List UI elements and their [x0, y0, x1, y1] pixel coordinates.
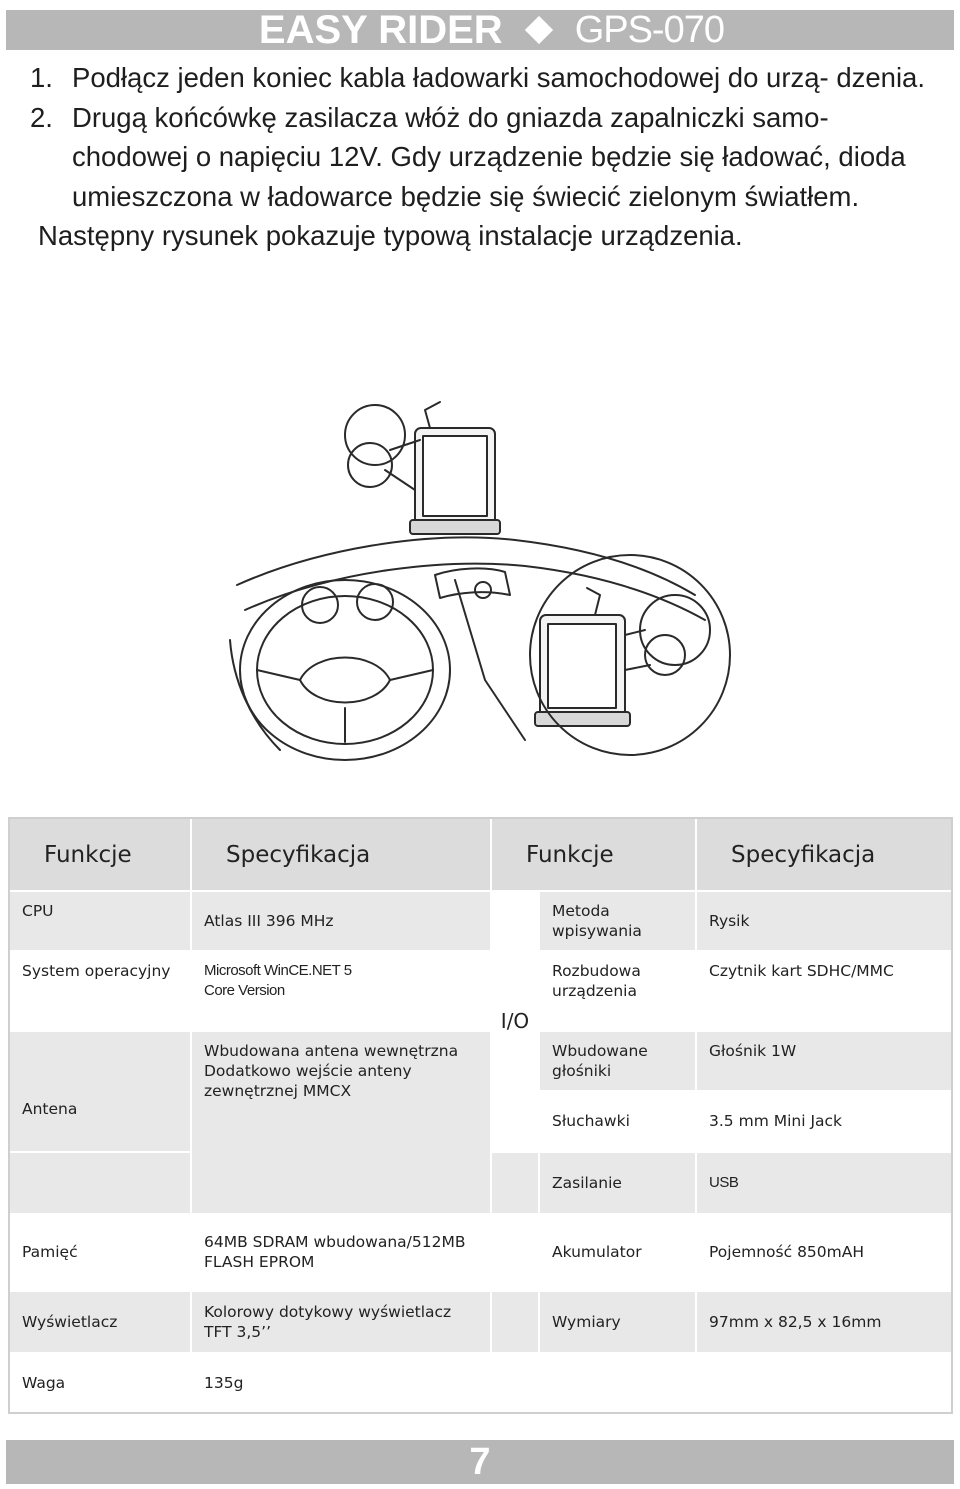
dashboard-knob: [475, 582, 491, 598]
page-number: 7: [469, 1440, 491, 1483]
cell-label: Zasilanie: [539, 1152, 696, 1214]
dashboard-vent: [435, 568, 510, 598]
followup-text: Następny rysunek pokazuje typową instalacje urządzenia.: [38, 220, 743, 251]
step-number: 1.: [30, 62, 53, 93]
cell-label: Wymiary: [539, 1291, 696, 1353]
cell-label: System operacyjny: [9, 951, 191, 1031]
instruction-step: [24, 98, 934, 217]
step-text: Drugą końcówkę zasilacza włóż do gniazda zapalniczki samo- chodowej o napięciu 12V. Gdy urządzenie będzie się ładować, dioda umieszczona w ładowarce będzie się świecić zielonym światłem.: [72, 101, 906, 212]
table-header-row: [9, 818, 954, 891]
cell-spacer: [491, 1353, 539, 1413]
footer-bar: [6, 1440, 954, 1484]
cell-value: Kolorowy dotykowy wyświetlacz TFT 3,5’’: [191, 1291, 491, 1353]
cell-spacer: [696, 1353, 954, 1413]
cell-label: Waga: [9, 1353, 191, 1413]
cell-label: Wyświetlacz: [9, 1291, 191, 1353]
dashboard-console: [455, 580, 525, 740]
cell-label: [9, 1152, 191, 1214]
step-number: 2.: [30, 101, 53, 133]
cell-value: 135g: [191, 1353, 491, 1413]
os-line: Microsoft WinCE.NET 5: [204, 962, 352, 980]
table-row: [9, 1214, 954, 1291]
gauge: [302, 587, 338, 623]
table-row: [9, 891, 954, 951]
cell-label: CPU: [9, 891, 191, 951]
cell-value: Pojemność 850mAH: [696, 1214, 954, 1291]
table-row: [9, 1031, 954, 1091]
cell-spacer: [491, 1152, 539, 1214]
gps-device-top: [345, 402, 500, 534]
instructions: [24, 58, 934, 256]
cell-label: Pamięć: [9, 1214, 191, 1291]
steering-hub: [300, 658, 390, 703]
cell-value: Głośnik 1W: [696, 1031, 954, 1091]
header-cell: Specyfikacja: [191, 818, 491, 891]
cell-value: Rysik: [696, 891, 954, 951]
model-name: GPS-070: [574, 8, 724, 51]
cell-value: 97mm x 82,5 x 16mm: [696, 1291, 954, 1353]
os-line: Core Version: [204, 982, 285, 1000]
cell-label: Antena: [9, 1031, 191, 1151]
table-row: [9, 1291, 954, 1353]
cell-value: Czytnik kart SDHC/MMC: [696, 951, 954, 1031]
io-label: I/O: [491, 891, 539, 1151]
cell-value: 3.5 mm Mini Jack: [696, 1091, 954, 1151]
cell-value: Atlas III 396 MHz: [191, 891, 491, 951]
table-row: [9, 1353, 954, 1413]
header-title: [259, 8, 724, 52]
table-row: [9, 951, 954, 1031]
cell-spacer: [491, 1291, 539, 1353]
cell-spacer: [539, 1353, 696, 1413]
gauge: [357, 584, 393, 620]
spec-table: [8, 817, 955, 1414]
header-cell: Funkcje: [9, 818, 191, 891]
cell-label: Metoda wpisywania: [539, 891, 696, 951]
cell-value: [191, 951, 491, 1031]
cell-value: USB: [696, 1152, 954, 1214]
cell-value: Wbudowana antena wewnętrzna Dodatkowo wejście anteny zewnętrznej MMCX: [191, 1031, 491, 1213]
cell-spacer: [491, 1214, 539, 1291]
instruction-step: [24, 58, 934, 98]
step-text: Podłącz jeden koniec kabla ładowarki samochodowej do urzą- dzenia.: [72, 62, 925, 93]
cell-label: Akumulator: [539, 1214, 696, 1291]
cell-label: Rozbudowa urządzenia: [539, 951, 696, 1031]
header-cell: Funkcje: [491, 818, 696, 891]
diamond-icon: [525, 16, 553, 44]
cell-label: Słuchawki: [539, 1091, 696, 1151]
cell-label: Wbudowane głośniki: [539, 1031, 696, 1091]
header-cell: Specyfikacja: [696, 818, 954, 891]
cell-value: 64MB SDRAM wbudowana/512MB FLASH EPROM: [191, 1214, 491, 1291]
car-installation-illustration: [225, 380, 735, 770]
brand-name: EASY RIDER: [258, 7, 503, 52]
